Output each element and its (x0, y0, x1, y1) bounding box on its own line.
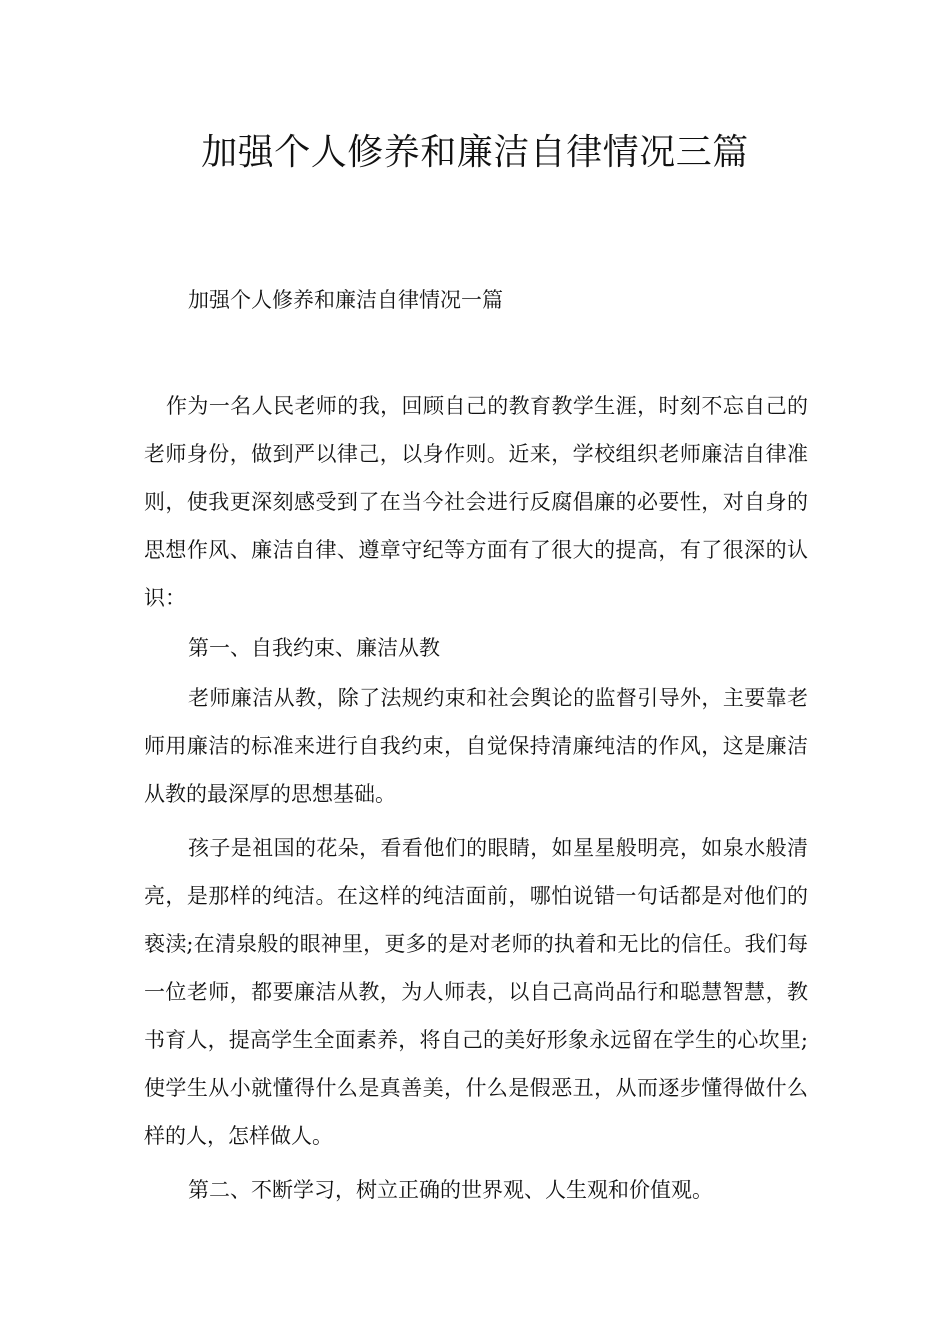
paragraph-self-discipline: 老师廉洁从教，除了法规约束和社会舆论的监督引导外，主要靠老师用廉洁的标准来进行自我约束，自觉保持清廉纯洁的作风，这是廉洁从教的最深厚的思想基础。 (144, 686, 808, 806)
heading-first-point: 第一、自我约束、廉洁从教 (188, 636, 440, 660)
paragraph-intro: 作为一名人民老师的我，回顾自己的教育教学生涯，时刻不忘自己的老师身份，做到严以律己，以身作则。近来，学校组织老师廉洁自律准则，使我更深刻感受到了在当今社会进行反腐倡廉的必要性，对自身的思想作风、廉洁自律、遵章守纪等方面有了很大的提高，有了很深的认识： (144, 394, 808, 610)
document-body (144, 382, 808, 1214)
heading-second-point: 第二、不断学习，树立正确的世界观、人生观和价值观。 (188, 1178, 713, 1202)
paragraph-children: 孩子是祖国的花朵，看看他们的眼睛，如星星般明亮，如泉水般清亮，是那样的纯洁。在这样的纯洁面前，哪怕说错一句话都是对他们的亵渎;在清泉般的眼神里，更多的是对老师的执着和无比的信任。我们每一位老师，都要廉洁从教，为人师表，以自己高尚品行和聪慧智慧，教书育人，提高学生全面素养，将自己的美好形象永远留在学生的心坎里;使学生从小就懂得什么是真善美，什么是假恶丑，从而逐步懂得做什么样的人，怎样做人。 (144, 836, 808, 1148)
document-title: 加强个人修养和廉洁自律情况三篇 (201, 132, 749, 173)
section-subtitle: 加强个人修养和廉洁自律情况一篇 (188, 288, 503, 312)
